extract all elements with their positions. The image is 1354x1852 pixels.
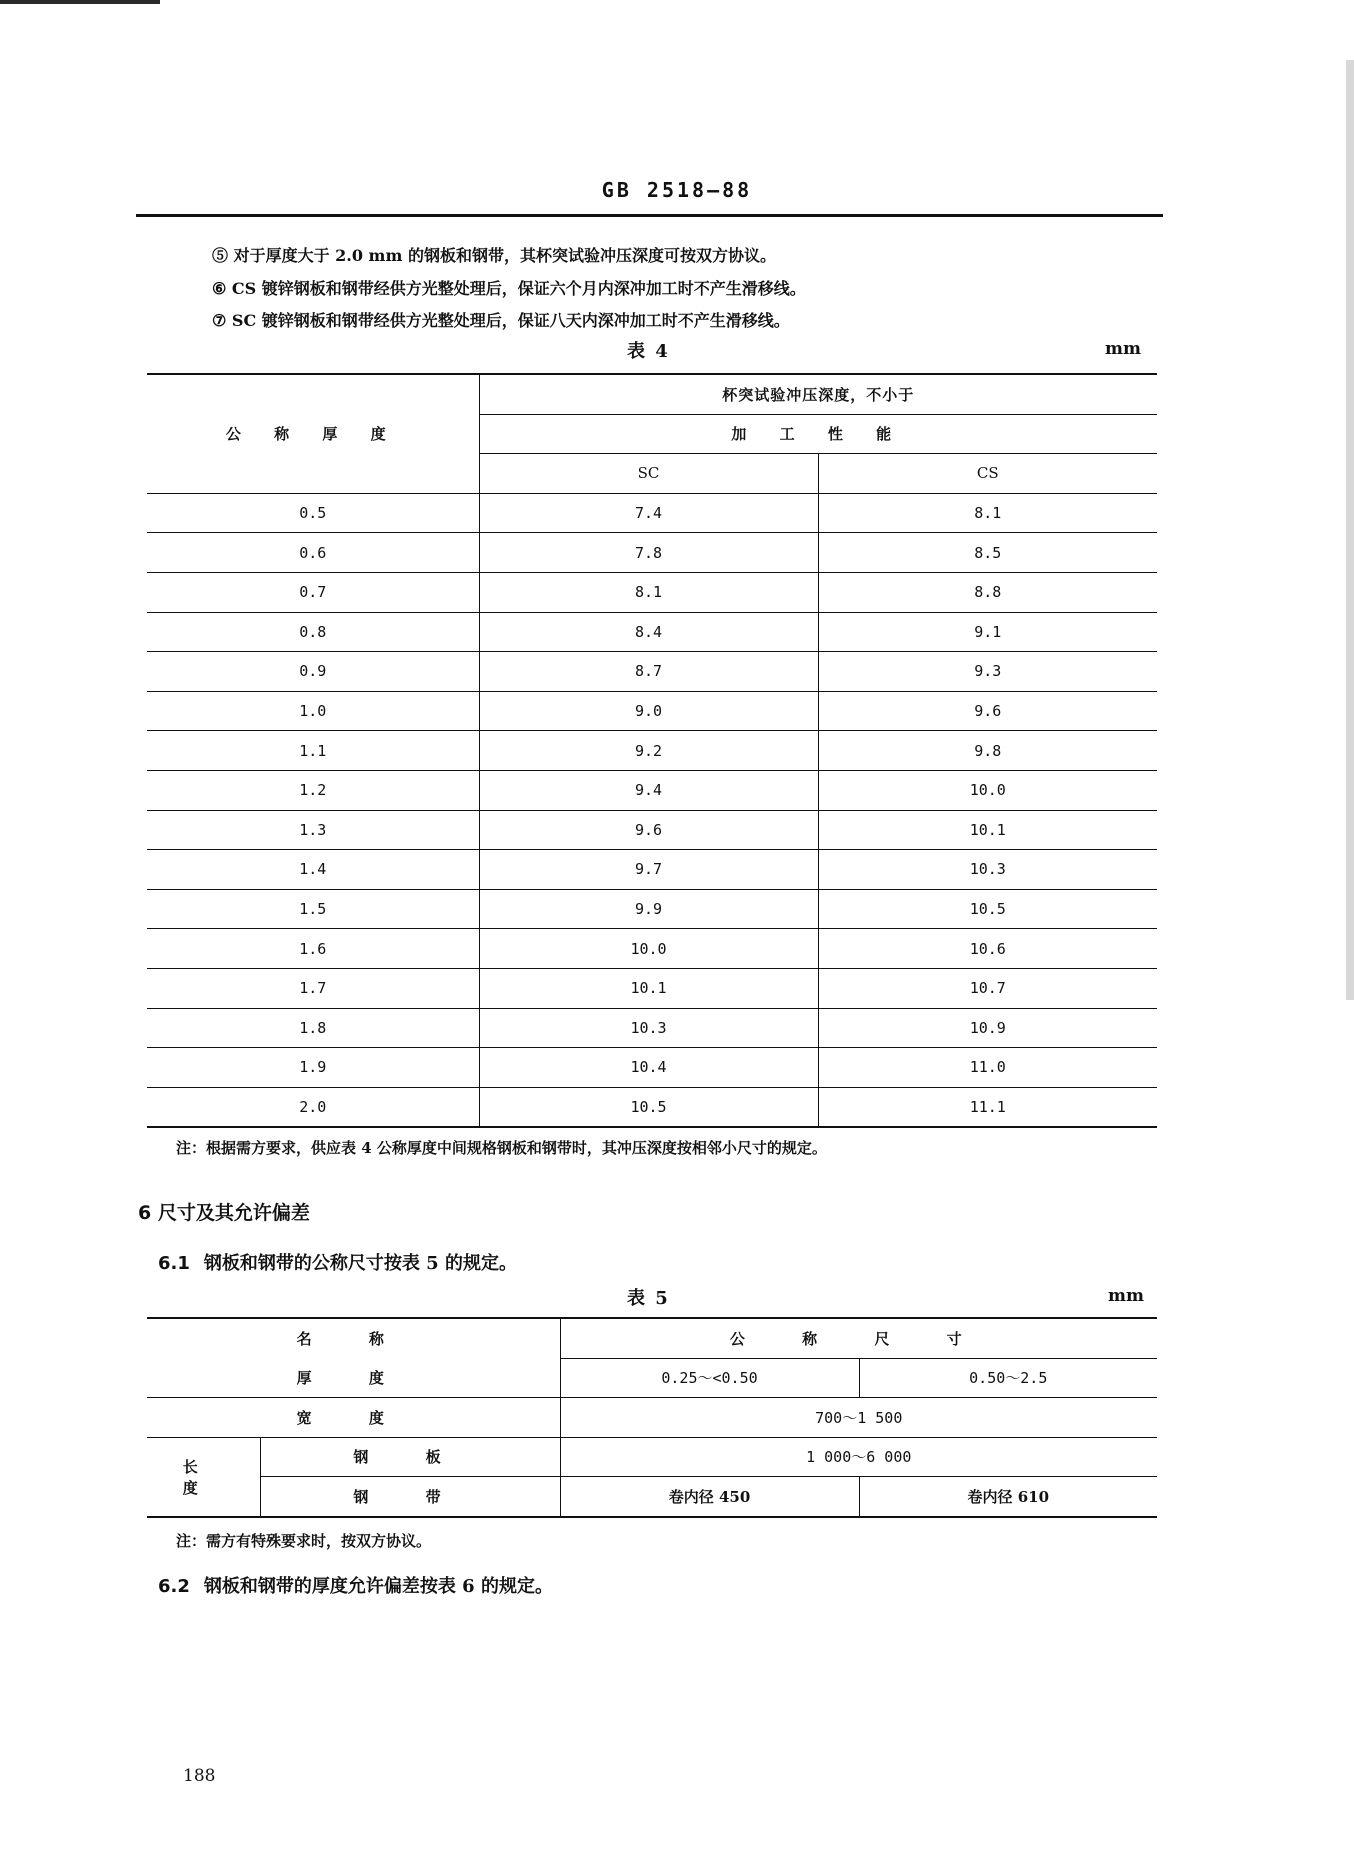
table4-cell-sc: 10.3 bbox=[479, 1008, 818, 1048]
table4-cell-cs: 11.0 bbox=[818, 1048, 1157, 1088]
table4-row bbox=[147, 612, 1157, 652]
table5-thickness-b: 0.50～2.5 bbox=[859, 1358, 1157, 1398]
table4-cell-thickness: 2.0 bbox=[147, 1087, 479, 1127]
table4-row bbox=[147, 929, 1157, 969]
page-number: 188 bbox=[183, 1766, 216, 1786]
table5-length-label: 长 度 bbox=[147, 1437, 260, 1517]
table4-cell-cs: 8.5 bbox=[818, 533, 1157, 573]
table5-plate-value: 1 000～6 000 bbox=[560, 1437, 1157, 1477]
standard-code-header: GB 2518—88 bbox=[601, 178, 753, 202]
table4-row bbox=[147, 1087, 1157, 1127]
table4-cell-sc: 8.1 bbox=[479, 572, 818, 612]
table4-cell-thickness: 0.7 bbox=[147, 572, 479, 612]
table4-cell-sc: 9.7 bbox=[479, 850, 818, 890]
table4-cell-thickness: 1.2 bbox=[147, 770, 479, 810]
header-rule bbox=[136, 214, 1163, 217]
table5 bbox=[147, 1317, 1157, 1518]
table4-col-sc: SC bbox=[479, 454, 818, 494]
table4-cell-cs: 10.0 bbox=[818, 770, 1157, 810]
table4-cell-thickness: 0.6 bbox=[147, 533, 479, 573]
table4-cell-sc: 8.4 bbox=[479, 612, 818, 652]
table4-cell-cs: 10.1 bbox=[818, 810, 1157, 850]
table5-width-value: 700～1 500 bbox=[560, 1398, 1157, 1438]
table4-cell-cs: 10.3 bbox=[818, 850, 1157, 890]
table4-cell-cs: 9.8 bbox=[818, 731, 1157, 771]
table4-row bbox=[147, 1008, 1157, 1048]
table4-row bbox=[147, 810, 1157, 850]
table4-cell-sc: 9.4 bbox=[479, 770, 818, 810]
table4-cell-cs: 10.7 bbox=[818, 968, 1157, 1008]
table4-cell-sc: 7.4 bbox=[479, 493, 818, 533]
table4-cell-sc: 10.4 bbox=[479, 1048, 818, 1088]
table4-title: 表 4 bbox=[627, 341, 670, 362]
table4 bbox=[147, 373, 1157, 1128]
paragraph-6-2-number: 6.2 bbox=[158, 1576, 190, 1597]
paragraph-6-1 bbox=[158, 1249, 517, 1275]
table4-cell-sc: 9.2 bbox=[479, 731, 818, 771]
table4-cell-thickness: 1.5 bbox=[147, 889, 479, 929]
table4-row bbox=[147, 652, 1157, 692]
table4-row bbox=[147, 1048, 1157, 1088]
table4-cell-sc: 7.8 bbox=[479, 533, 818, 573]
table4-cell-thickness: 0.9 bbox=[147, 652, 479, 692]
table4-cell-thickness: 1.3 bbox=[147, 810, 479, 850]
paragraph-6-1-text: 钢板和钢带的公称尺寸按表 5 的规定。 bbox=[203, 1253, 517, 1274]
note-5: ⑤ 对于厚度大于 2.0 mm 的钢板和钢带，其杯突试验冲压深度可按双方协议。 bbox=[212, 246, 776, 265]
table4-cell-cs: 9.6 bbox=[818, 691, 1157, 731]
table4-cell-thickness: 1.8 bbox=[147, 1008, 479, 1048]
table4-cell-thickness: 1.4 bbox=[147, 850, 479, 890]
note-7: ⑦ SC 镀锌钢板和钢带经供方光整处理后，保证八天内深冲加工时不产生滑移线。 bbox=[212, 311, 790, 330]
table4-row bbox=[147, 493, 1157, 533]
table4-cell-thickness: 0.8 bbox=[147, 612, 479, 652]
table4-row bbox=[147, 533, 1157, 573]
table4-cell-sc: 9.6 bbox=[479, 810, 818, 850]
table4-col-cs: CS bbox=[818, 454, 1157, 494]
table4-row bbox=[147, 572, 1157, 612]
table4-cell-sc: 10.0 bbox=[479, 929, 818, 969]
table4-cell-thickness: 1.1 bbox=[147, 731, 479, 771]
table5-strip-a: 卷内径 450 bbox=[560, 1477, 859, 1517]
table4-row bbox=[147, 889, 1157, 929]
table4-cell-cs: 8.1 bbox=[818, 493, 1157, 533]
table5-plate-label: 钢 板 bbox=[260, 1437, 560, 1477]
table4-group-header: 杯突试验冲压深度，不小于 bbox=[479, 374, 1157, 414]
table5-footnote: 注：需方有特殊要求时，按双方协议。 bbox=[176, 1532, 432, 1550]
paragraph-6-2-text: 钢板和钢带的厚度允许偏差按表 6 的规定。 bbox=[203, 1576, 553, 1597]
table4-cell-sc: 9.9 bbox=[479, 889, 818, 929]
table5-nominal-label: 公 称 尺 寸 bbox=[560, 1318, 1157, 1358]
table4-cell-sc: 8.7 bbox=[479, 652, 818, 692]
table5-width-label: 宽 度 bbox=[147, 1398, 560, 1438]
table4-cell-cs: 10.6 bbox=[818, 929, 1157, 969]
table5-strip-label: 钢 带 bbox=[260, 1477, 560, 1517]
table4-cell-thickness: 1.6 bbox=[147, 929, 479, 969]
table4-row bbox=[147, 691, 1157, 731]
table4-row bbox=[147, 731, 1157, 771]
table4-footnote: 注：根据需方要求，供应表 4 公称厚度中间规格钢板和钢带时，其冲压深度按相邻小尺寸的规定。 bbox=[176, 1139, 827, 1157]
table4-cell-thickness: 1.7 bbox=[147, 968, 479, 1008]
table5-thickness-label: 厚 度 bbox=[147, 1358, 560, 1398]
table4-cell-cs: 10.9 bbox=[818, 1008, 1157, 1048]
table4-cell-thickness: 1.0 bbox=[147, 691, 479, 731]
table4-row bbox=[147, 850, 1157, 890]
table4-cell-cs: 11.1 bbox=[818, 1087, 1157, 1127]
table4-cell-sc: 10.5 bbox=[479, 1087, 818, 1127]
paragraph-6-1-number: 6.1 bbox=[158, 1253, 190, 1274]
section-6-heading: 6 尺寸及其允许偏差 bbox=[138, 1202, 310, 1224]
table4-cell-cs: 10.5 bbox=[818, 889, 1157, 929]
table4-cell-sc: 10.1 bbox=[479, 968, 818, 1008]
table4-unit: mm bbox=[1105, 339, 1141, 359]
paragraph-6-2 bbox=[158, 1572, 553, 1598]
table4-cell-thickness: 0.5 bbox=[147, 493, 479, 533]
table4-col-thickness: 公 称 厚 度 bbox=[147, 374, 479, 493]
table4-row bbox=[147, 770, 1157, 810]
table4-cell-cs: 9.1 bbox=[818, 612, 1157, 652]
table5-title: 表 5 bbox=[627, 1288, 670, 1309]
table5-unit: mm bbox=[1108, 1286, 1144, 1306]
table4-cell-thickness: 1.9 bbox=[147, 1048, 479, 1088]
table4-cell-cs: 9.3 bbox=[818, 652, 1157, 692]
table4-cell-cs: 8.8 bbox=[818, 572, 1157, 612]
table4-row bbox=[147, 968, 1157, 1008]
table5-thickness-a: 0.25～<0.50 bbox=[560, 1358, 859, 1398]
table4-sub-header: 加 工 性 能 bbox=[479, 414, 1157, 454]
note-6: ⑥ CS 镀锌钢板和钢带经供方光整处理后，保证六个月内深冲加工时不产生滑移线。 bbox=[212, 279, 806, 298]
table5-strip-b: 卷内径 610 bbox=[859, 1477, 1157, 1517]
table4-cell-sc: 9.0 bbox=[479, 691, 818, 731]
scan-artifact-bar bbox=[0, 0, 160, 4]
table5-name-label: 名 称 bbox=[147, 1318, 560, 1358]
